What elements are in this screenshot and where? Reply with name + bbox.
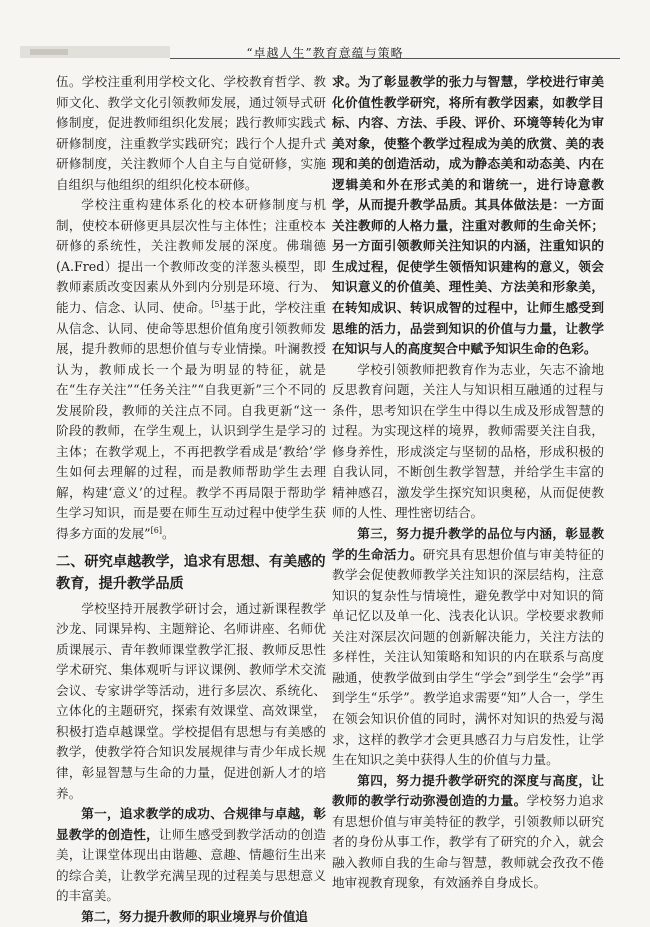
paragraph-text: 基于此，学校注重从信念、认同、使命等思想价值角度引领教师发展，提升教师的思想价值与专业情操。叶澜教授认为，教师成长一个最为明显的特征，就是在“生存关注”“任务关注”“自我更新”三个不同的发展阶段，教师的关注点不同。自我更新“这一阶段的教师，在学生观上，认识到学生是学习的主体；在教学观上，不再把教学看成是‘教给’学生如何去理解的过程，而是教师帮助学生去理解，构建‘意义’的过程。教学不再局限于帮助学生学习知识，而是要在师生互动过程中使学生获得多方面的发展” bbox=[56, 300, 327, 542]
right-column bbox=[332, 72, 604, 894]
paragraph bbox=[332, 524, 604, 771]
paragraph-text: 学校努力追求有思想价值与审美特征的教学，引领教师以研究者的身份从事工作，教学有了研究的介入，就会融入教师自我的生命与智慧，教师就会孜孜不倦地审视教育现象，有效涵养自身成长。 bbox=[332, 793, 605, 891]
paragraph-lead: 第一，追求教学的成功、合规律与卓越，彰显教学的创造性， bbox=[56, 806, 326, 842]
paragraph-lead: 第二，努力提升教师的职业境界与价值追 bbox=[81, 908, 308, 924]
paragraph bbox=[332, 72, 604, 360]
paragraph-text: 让师生感受到教学活动的创造美，让课堂体现出由谐趣、意趣、情趣衍生出来的综合美，让教学充满呈现的过程美与思想意义的丰富美。 bbox=[56, 826, 327, 904]
paragraph bbox=[56, 907, 326, 927]
paragraph-lead: 第四，努力提升教学研究的深度与高度，让教师的教学行动弥漫创造的力量。 bbox=[332, 772, 604, 809]
paragraph-text: 。 bbox=[161, 526, 175, 542]
paragraph-lead: 求。为了彰显教学的张力与智慧，学校进行审美化价值性教学研究，将所有教学因素，如教学目标、内容、方法、手段、评价、环境等转化为审美对象，使整个教学过程成为美的欣赏、美的表现和美的创造活动，成为静态美和动态美、内在逻辑美和外在形式美的和谐统一，进行诗意教学，从而提升教学品质。其具体做法是：一方面关注教师的人格力量，注重对教师的生命关怀；另一方面引领教师关注知识的内涵，注重知识的生成过程，促使学生领悟知识建构的意义，领会知识意义的价值美、理性美、方法美和形象美，在转知成识、转识成智的过程中，让师生感受到思维的活力，品尝到知识的价值与力量，让教学在知识与人的高度契合中赋予知识生命的色彩。 bbox=[332, 74, 604, 357]
paragraph-text: 学校注重构建体系化的校本研修制度与机制，使校本研修更具层次性与主体性；注重校本研修的系统性，关注教师发展的深度。佛瑞德(A.Fred）提出一个教师改变的洋葱头模型，即教师素质改变因素从外到内分别是环境、行为、能力、信念、认同、使命。 bbox=[56, 197, 326, 316]
citation-marker: [5] bbox=[211, 299, 223, 309]
paragraph bbox=[56, 195, 326, 544]
section-heading: 二、研究卓越教学，追求有思想、有美感的教育，提升教学品质 bbox=[56, 553, 326, 592]
left-column bbox=[56, 72, 326, 927]
paragraph: 伍。学校注重利用学校文化、学校教育哲学、教师文化、教学文化引领教师发展，通过领导式研修制度，促进教师组织化发展；践行教师实践式研修制度，注重教学实践研究；践行个人提升式研修制度，关注教师个人自主与自觉研修，实施自组织与他组织的组织化校本研修。 bbox=[56, 74, 326, 192]
running-header-title: “卓越人生”教育意蕴与策略 bbox=[246, 46, 404, 60]
paragraph-lead: 第三，努力提升教学的品位与内涵，彰显教学的生命活力。 bbox=[332, 526, 604, 562]
paragraph bbox=[332, 771, 604, 894]
citation-marker: [6] bbox=[150, 525, 162, 535]
paragraph: 学校坚持开展教学研讨会，通过新课程教学沙龙、同课异构、主题辩论、名师讲座、名师优质课展示、青年教师课堂教学汇报、教师反思性学术研究、集体观听与评议课例、教师学术交流会议、专家讲学等活动，进行多层次、系统化、立体化的主题研究，探索有效课堂、高效课堂，积极打造卓越课堂。学校提倡有思想与有美感的教学，使教学符合知识发展规律与青少年成长规律，彰显智慧与生命的力量，促进创新人才的培养。 bbox=[56, 600, 326, 801]
paragraph bbox=[56, 804, 326, 907]
paragraph-text: 研究具有思想价值与审美特征的教学会促使教师教学关注知识的深层结构，注意知识的复杂性与情境性，避免教学中对知识的简单记忆以及单一化、浅表化认识。学校要求教师关注对深层次问题的创新解决能力，关注方法的多样性，关注认知策略和知识的内在联系与高度融通，使教学做到由学生“学会”到学生“会学”再到学生“乐学”。教学追求需要“知”人合一，学生在领会知识价值的同时，满怀对知识的热爱与渴求，这样的教学才会更具感召力与启发性，让学生在知识之美中获得人生的价值与力量。 bbox=[332, 546, 605, 768]
paragraph: 学校引领教师把教育作为志业，矢志不渝地反思教育问题，关注人与知识相互融通的过程与条件，思考知识在学生中得以生成及形成智慧的过程。为实现这样的境界，教师需要关注自我，修身养性，形成淡定与坚韧的品格，形成积极的自我认同，不断创生教学智慧，并给学生丰富的精神感召，激发学生探究知识奥秘，从而促使教师的人性、理性密切结合。 bbox=[332, 361, 604, 521]
